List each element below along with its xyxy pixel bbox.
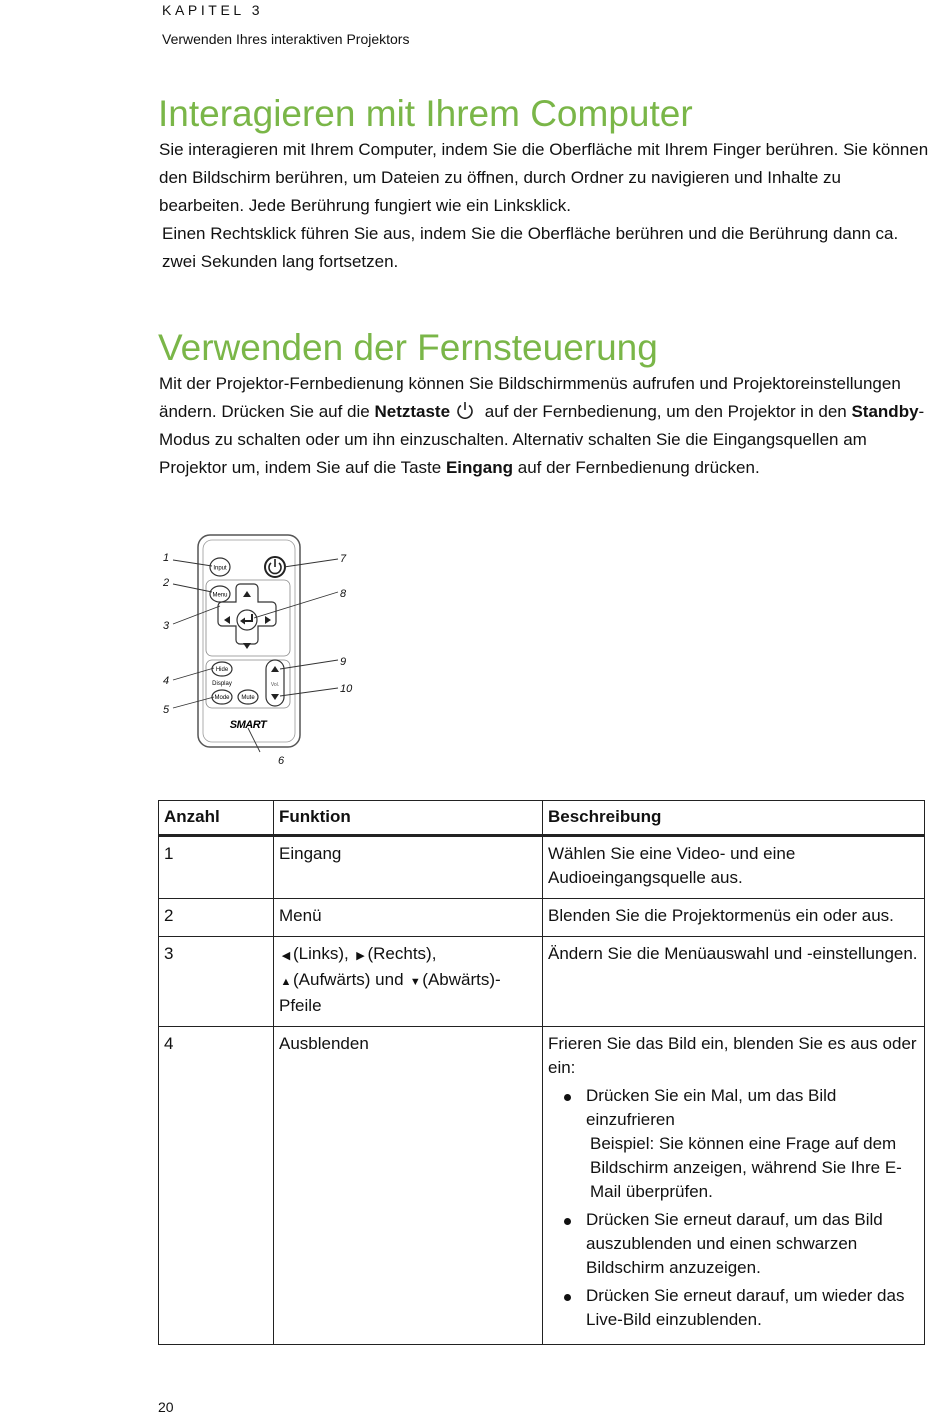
down-arrow-icon: ▼: [409, 976, 421, 988]
input-term: Eingang: [445, 458, 514, 477]
left-label: (Links),: [293, 944, 349, 963]
callout-3: 3: [163, 620, 170, 632]
down-label: (Abwärts)-: [422, 970, 501, 989]
description-intro: Frieren Sie das Bild ein, blenden Sie es aus oder ein:: [548, 1034, 917, 1077]
text: auf der Fernbedienung drücken.: [513, 458, 760, 477]
up-arrow-icon: ▲: [280, 976, 292, 988]
function-table: [158, 800, 925, 1345]
up-label: (Aufwärts) und: [293, 970, 404, 989]
callout-5: 5: [163, 704, 170, 716]
cell-function: Ausblenden: [274, 1027, 543, 1345]
smart-logo: SMART: [229, 719, 267, 731]
callout-10: 10: [340, 683, 353, 695]
input-button-label: Input: [213, 565, 227, 572]
list-item: [586, 1208, 919, 1280]
callout-9: 9: [340, 656, 347, 668]
cell-function: [274, 937, 543, 1027]
bullet-example: Beispiel: Sie können eine Frage auf dem Bildschirm anzeigen, während Sie Ihre E-Mail überprüfen.: [590, 1134, 902, 1201]
hide-button-label: Hide: [215, 667, 229, 673]
cell-description: [543, 1027, 925, 1345]
cell-description: Wählen Sie eine Video- und eine Audioeingangsquelle aus.: [543, 836, 925, 899]
cell-function: Menü: [274, 899, 543, 937]
chapter-subtitle: Verwenden Ihres interaktiven Projektors: [162, 31, 410, 47]
cell-number: 4: [159, 1027, 274, 1345]
power-icon: [454, 401, 476, 419]
mode-button-label: Mode: [214, 695, 230, 701]
callout-2: 2: [163, 577, 170, 589]
chapter-label: KAPITEL 3: [162, 2, 264, 18]
table-header-row: [159, 801, 925, 836]
left-arrow-icon: ◀: [281, 950, 291, 962]
section-heading-interact: Interagieren mit Ihrem Computer: [158, 93, 693, 134]
table-row: [159, 836, 925, 899]
remote-control-figure: [160, 532, 360, 772]
mute-button-label: Mute: [241, 695, 255, 701]
bullet-text: Drücken Sie ein Mal, um das Bild einzufrieren: [586, 1086, 837, 1129]
right-arrow-icon: ▶: [356, 950, 365, 962]
page-number: 20: [158, 1399, 174, 1415]
column-header-description: Beschreibung: [543, 801, 925, 836]
cell-number: 3: [159, 937, 274, 1027]
arrows-label: Pfeile: [279, 996, 322, 1015]
table-row: [159, 1027, 925, 1345]
section1-paragraph-rightclick: Einen Rechtsklick führen Sie aus, indem Sie die Oberfläche berühren und die Berührung dann ca. zwei Sekunden lang fortsetzen.: [162, 224, 899, 271]
power-button-term: Netztaste: [374, 402, 451, 421]
standby-term: Standby: [851, 402, 919, 421]
table-row: [159, 899, 925, 937]
cell-description: Blenden Sie die Projektormenüs ein oder aus.: [543, 899, 925, 937]
callout-6: 6: [278, 755, 285, 767]
bullet-list: [548, 1084, 919, 1332]
cell-number: 1: [159, 836, 274, 899]
right-label: (Rechts),: [367, 944, 437, 963]
volume-label: Vol.: [270, 682, 280, 688]
table-row: [159, 937, 925, 1027]
cell-number: 2: [159, 899, 274, 937]
column-header-number: Anzahl: [159, 801, 274, 836]
bullet-text: Drücken Sie erneut darauf, um das Bild auszublenden und einen schwarzen Bildschirm anzuzeigen.: [586, 1210, 883, 1277]
section-heading-remote: Verwenden der Fernsteuerung: [158, 327, 658, 368]
bullet-text: Drücken Sie erneut darauf, um wieder das Live-Bild einzublenden.: [586, 1286, 905, 1329]
cell-description: Ändern Sie die Menüauswahl und -einstellungen.: [543, 937, 925, 1027]
text: -Modus zu schalten oder um ihn einzuschalten. Alternativ schalten Sie die Eingangsquellen am Projektor um, indem Sie auf die Taste: [159, 402, 925, 477]
column-header-function: Funktion: [274, 801, 543, 836]
text: Mit der Projektor-Fernbedienung können Sie Bildschirmmenüs aufrufen und Projektoreinstellungen ändern. Drücken Sie auf die: [159, 374, 901, 421]
display-label: Display: [212, 681, 232, 687]
callout-1: 1: [163, 552, 170, 564]
section1-paragraph: Sie interagieren mit Ihrem Computer, indem Sie die Oberfläche mit Ihrem Finger berühren. Sie können den Bildschirm berühren, um Dateien zu öffnen, durch Ordner zu navigieren und Inhalte zu bearbeiten. Jede Berührung fungiert wie ein Linksklick.: [159, 140, 929, 215]
section2-paragraph: [159, 370, 934, 482]
callout-4: 4: [163, 675, 170, 687]
list-item: [586, 1084, 919, 1204]
text: auf der Fernbedienung, um den Projektor in den: [480, 402, 852, 421]
list-item: [586, 1284, 919, 1332]
callout-8: 8: [340, 588, 347, 600]
menu-button-label: Menu: [212, 592, 228, 599]
cell-function: Eingang: [274, 836, 543, 899]
callout-7: 7: [340, 553, 347, 565]
